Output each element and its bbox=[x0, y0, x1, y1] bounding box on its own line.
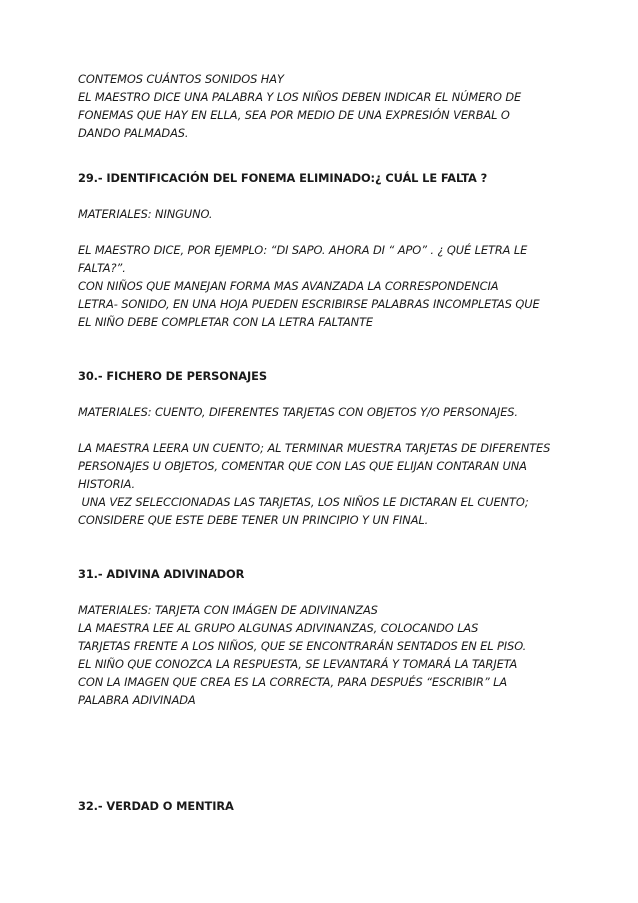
section-materials: MATERIALES: CUENTO, DIFERENTES TARJETAS CON OBJETOS Y/O PERSONAJES. bbox=[78, 405, 518, 419]
section-body-line: LETRA- SONIDO, EN UNA HOJA PUEDEN ESCRIBIRSE PALABRAS INCOMPLETAS QUE bbox=[78, 297, 540, 311]
intro-block bbox=[78, 70, 588, 142]
section-heading: 30.- FICHERO DE PERSONAJES bbox=[78, 369, 267, 383]
intro-line: DANDO PALMADAS. bbox=[78, 126, 189, 140]
section-body-line: EL NIÑO QUE CONOZCA LA RESPUESTA, SE LEVANTARÁ Y TOMARÁ LA TARJETA bbox=[78, 657, 518, 671]
section-materials: MATERIALES: NINGUNO. bbox=[78, 207, 213, 221]
section-32 bbox=[78, 797, 588, 815]
section-heading: 31.- ADIVINA ADIVINADOR bbox=[78, 567, 245, 581]
section-29 bbox=[78, 169, 588, 331]
section-body-line: MATERIALES: TARJETA CON IMÁGEN DE ADIVINANZAS bbox=[78, 603, 378, 617]
section-body-line: LA MAESTRA LEE AL GRUPO ALGUNAS ADIVINANZAS, COLOCANDO LAS bbox=[78, 621, 479, 635]
section-heading: 32.- VERDAD O MENTIRA bbox=[78, 799, 234, 813]
section-body-line: EL MAESTRO DICE, POR EJEMPLO: “DI SAPO. AHORA DI “ APO” . ¿ QUÉ LETRA LE bbox=[78, 243, 528, 257]
section-body-line: LA MAESTRA LEERA UN CUENTO; AL TERMINAR MUESTRA TARJETAS DE DIFERENTES bbox=[78, 441, 551, 455]
intro-line: EL MAESTRO DICE UNA PALABRA Y LOS NIÑOS DEBEN INDICAR EL NÚMERO DE bbox=[78, 90, 522, 104]
section-body-line: FALTA?”. bbox=[78, 261, 126, 275]
section-body-line: HISTORIA. bbox=[78, 477, 136, 491]
section-body-line: TARJETAS FRENTE A LOS NIÑOS, QUE SE ENCONTRARÁN SENTADOS EN EL PISO. bbox=[78, 639, 527, 653]
section-body-line: CONSIDERE QUE ESTE DEBE TENER UN PRINCIPIO Y UN FINAL. bbox=[78, 513, 429, 527]
intro-line: CONTEMOS CUÁNTOS SONIDOS HAY bbox=[78, 72, 284, 86]
section-heading: 29.- IDENTIFICACIÓN DEL FONEMA ELIMINADO:¿ CUÁL LE FALTA ? bbox=[78, 171, 488, 185]
section-body-line: CON NIÑOS QUE MANEJAN FORMA MAS AVANZADA LA CORRESPONDENCIA bbox=[78, 279, 499, 293]
section-31 bbox=[78, 565, 588, 709]
intro-line: FONEMAS QUE HAY EN ELLA, SEA POR MEDIO DE UNA EXPRESIÓN VERBAL O bbox=[78, 108, 510, 122]
document-page bbox=[78, 70, 588, 815]
section-body-line: CON LA IMAGEN QUE CREA ES LA CORRECTA, PARA DESPUÉS “ESCRIBIR” LA bbox=[78, 675, 508, 689]
section-30 bbox=[78, 367, 588, 529]
section-body-line: UNA VEZ SELECCIONADAS LAS TARJETAS, LOS NIÑOS LE DICTARAN EL CUENTO; bbox=[78, 495, 529, 509]
section-body-line: EL NIÑO DEBE COMPLETAR CON LA LETRA FALTANTE bbox=[78, 315, 374, 329]
section-body-line: PERSONAJES U OBJETOS, COMENTAR QUE CON LAS QUE ELIJAN CONTARAN UNA bbox=[78, 459, 527, 473]
section-body-line: PALABRA ADIVINADA bbox=[78, 693, 196, 707]
